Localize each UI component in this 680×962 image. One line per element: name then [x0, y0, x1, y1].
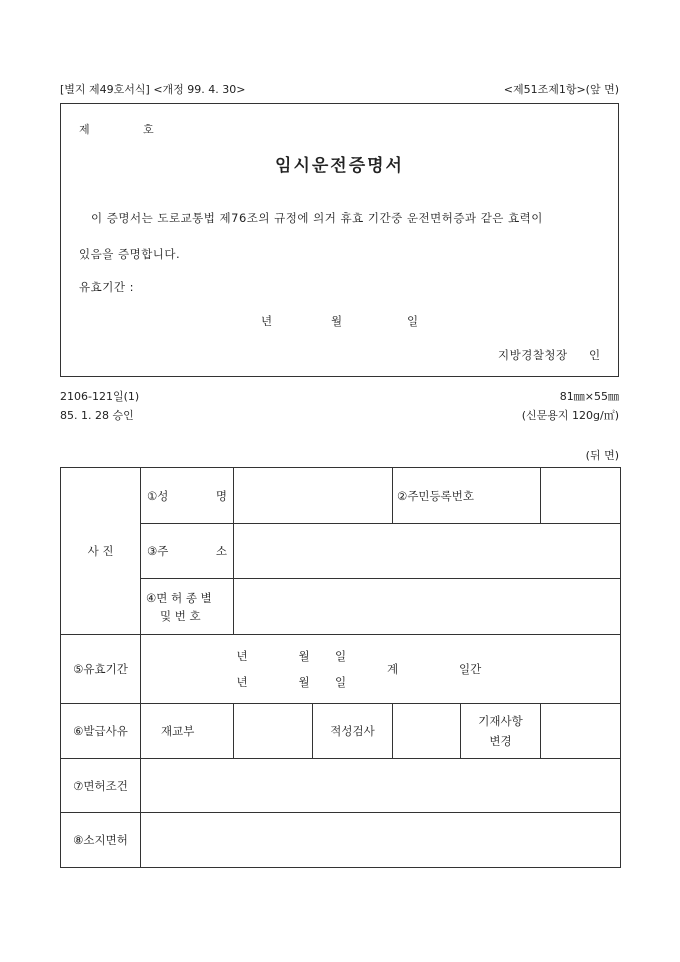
issue-reason-label: ⑥발급사유: [61, 704, 141, 759]
photo-cell: [61, 468, 141, 635]
article-reference: <제51조제1항>(앞 면): [503, 83, 619, 96]
reason-aptitude-label: 적성검사: [313, 704, 393, 759]
resident-number-label: ②주민등록번호: [393, 468, 541, 524]
certificate-body-line1: 이 증명서는 도로교통법 제76조의 규정에 의거 휴효 기간중 운전면허증과 같은 효력이: [91, 211, 543, 225]
photo-label: 사 진: [87, 544, 114, 558]
approval-date: 85. 1. 28 승인: [60, 409, 134, 422]
reason-aptitude-check[interactable]: [393, 704, 461, 759]
form-code: 2106-121일(1): [60, 390, 140, 403]
period-total-label: 계: [387, 662, 399, 676]
license-type-label-cell: [141, 579, 234, 635]
license-conditions-field[interactable]: [141, 759, 621, 813]
form-reference: [별지 제49호서식] <개정 99. 4. 30>: [60, 83, 246, 96]
license-type-field[interactable]: [234, 579, 621, 635]
held-license-field[interactable]: [141, 813, 621, 868]
issuer-name: 지방경찰청장: [498, 348, 568, 362]
back-side-label: (뒤 면): [585, 449, 619, 462]
certificate-body-line2: 있음을 증명합니다.: [79, 247, 181, 261]
certificate-back-table: [60, 467, 621, 868]
license-type-line1: ④면 허 종 별: [146, 590, 212, 605]
certificate-number-prefix: 제: [79, 123, 90, 136]
license-type-line2: 및 번 호: [160, 608, 201, 623]
held-license-label: ⑧소지면허: [61, 813, 141, 868]
period-days-label: 일간: [459, 662, 482, 676]
certificate-title: 임시운전증명서: [275, 156, 404, 176]
address-field[interactable]: [234, 524, 621, 579]
certificate-number-suffix: 호: [143, 123, 154, 136]
validity-period-cell[interactable]: 년 월 일 년 월 일 계 일간: [141, 635, 621, 704]
card-size: 81㎜×55㎜: [559, 390, 619, 403]
reason-change-check[interactable]: [541, 704, 621, 759]
issue-date-month: 월: [331, 314, 343, 328]
license-conditions-label: ⑦면허조건: [61, 759, 141, 813]
name-field[interactable]: [234, 468, 393, 524]
certificate-front: [60, 103, 619, 377]
reason-reissue-check[interactable]: [234, 704, 313, 759]
reason-change-label: 기재사항 변경: [461, 704, 541, 759]
issue-date-year: 년: [261, 314, 273, 328]
paper-spec: (신문용지 120g/㎡): [521, 409, 619, 422]
issue-date-day: 일: [407, 314, 419, 328]
validity-label: 유효기간 :: [79, 280, 134, 294]
resident-number-field[interactable]: [541, 468, 621, 524]
address-label-cell: ③주 소: [141, 524, 234, 579]
validity-period-label: ⑤유효기간: [61, 635, 141, 704]
reason-reissue-label: 재교부: [141, 704, 234, 759]
name-label-cell: ①성 명: [141, 468, 234, 524]
issuer-seal: 인: [589, 348, 601, 362]
